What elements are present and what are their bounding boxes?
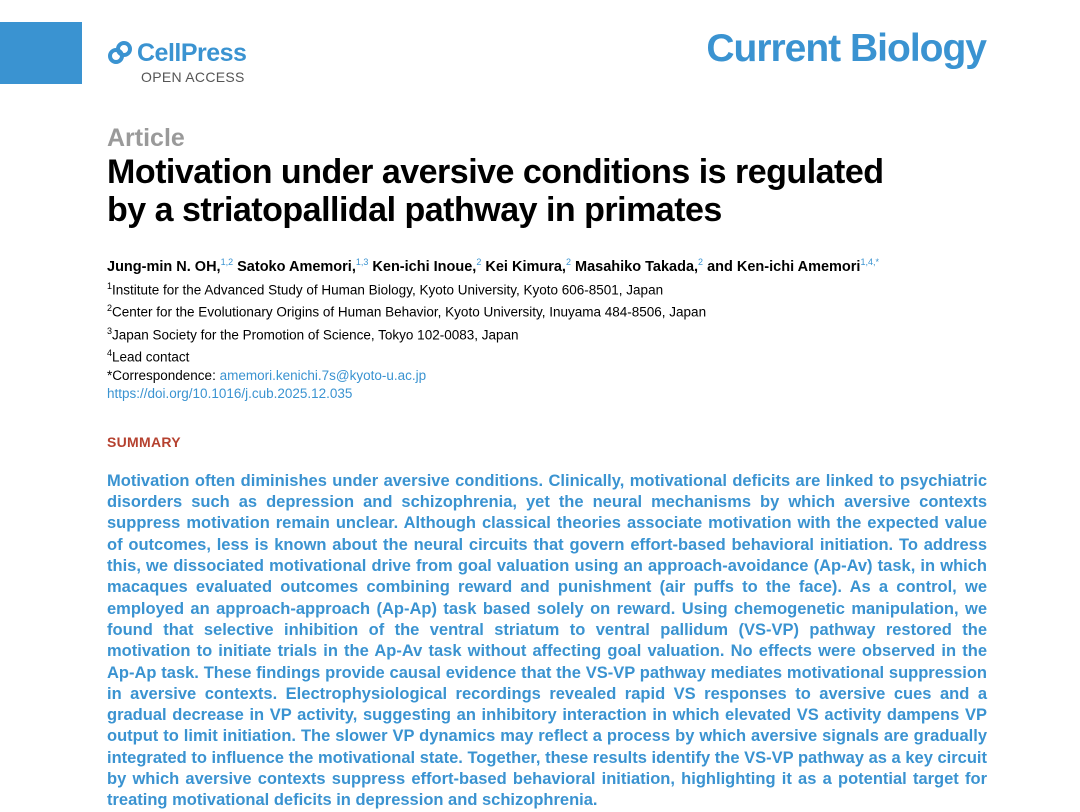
title-line-2: by a striatopallidal pathway in primates <box>107 191 722 229</box>
publisher-logo[interactable] <box>107 38 246 85</box>
doi-link[interactable]: https://doi.org/10.1016/j.cub.2025.12.035 <box>107 385 353 401</box>
publisher-name: CellPress <box>137 39 247 67</box>
author[interactable]: Jung-min N. OH,$^{1,2}$ <box>107 257 234 275</box>
correspondence <box>107 367 987 385</box>
affiliation: $^1$Institute for the Advanced Study of Human Biology, Kyoto University, Kyoto 606-8501, Japan <box>107 280 664 298</box>
article-title <box>107 153 987 229</box>
affiliation: $^4$Lead contact <box>107 348 190 365</box>
correspondence-email-link[interactable]: amemori.kenichi.7s@kyoto-u.ac.jp <box>219 367 427 383</box>
author[interactable]: Kei Kimura,$^2$ <box>485 257 571 275</box>
author[interactable]: and Ken-ichi Amemori$^{1,4,*}$ <box>707 257 879 275</box>
author-list <box>107 252 987 277</box>
affiliation: $^2$Center for the Evolutionary Origins of Human Behavior, Kyoto University, Inuyama 484-8506, Japan <box>107 303 707 320</box>
affiliation: $^3$Japan Society for the Promotion of Science, Tokyo 102-0083, Japan <box>107 325 519 343</box>
journal-title[interactable]: Current Biology <box>706 27 986 70</box>
corner-color-block <box>0 22 82 84</box>
summary-heading: SUMMARY <box>107 433 181 450</box>
author[interactable]: Satoko Amemori,$^{1,3}$ <box>237 257 369 275</box>
author[interactable]: Masahiko Takada,$^2$ <box>575 257 704 275</box>
author[interactable]: Ken-ichi Inoue,$^2$ <box>372 257 482 275</box>
article-type: Article <box>107 124 185 152</box>
article-main <box>107 124 987 812</box>
cellpress-link-icon <box>107 40 133 66</box>
affiliations <box>107 277 987 403</box>
title-line-1: Motivation under aversive conditions is regulated <box>107 153 884 191</box>
correspondence-label: *Correspondence: <box>107 367 220 383</box>
open-access-label: OPEN ACCESS <box>141 69 245 85</box>
summary-text: Motivation often diminishes under aversive conditions. Clinically, motivational deficits are linked to psychiatric disorders such as depression and schizophrenia, yet the neural mechanisms by which aversive contexts suppress motivation remain unclear. Although classical theories associate motivation with the expected value of outcomes, less is known about the neural circuits that govern effort-based behavioral initiation. To address this, we dissociated motivational drive from goal valuation using an approach-avoidance (Ap-Av) task, in which macaques evaluated outcomes combining reward and punishment (air puffs to the face). As a control, we employed an approach-approach (Ap-Ap) task based solely on reward. Using chemogenetic manipulation, we found that selective inhibition of the ventral striatum to ventral pallidum (VS-VP) pathway restored the motivation to initiate trials in the Ap-Av task without affecting goal valuation. No effects were observed in the Ap-Ap task. These findings provide causal evidence that the VS-VP pathway mediates motivational suppression in aversive contexts. Electrophysiological recordings revealed rapid VS responses to aversive cues and a gradual decrease in VP activity, suggesting an inhibitory interaction in which elevated VS activity dampens VP output to limit initiation. The slower VP dynamics may reflect a process by which aversive signals are gradually integrated to influence the motivational state. Together, these results identify the VS-VP pathway as a key circuit by which aversive contexts suppress effort-based behavioral initiation, highlighting it as a potential target for treating motivational deficits in depression and schizophrenia. <box>107 471 987 810</box>
